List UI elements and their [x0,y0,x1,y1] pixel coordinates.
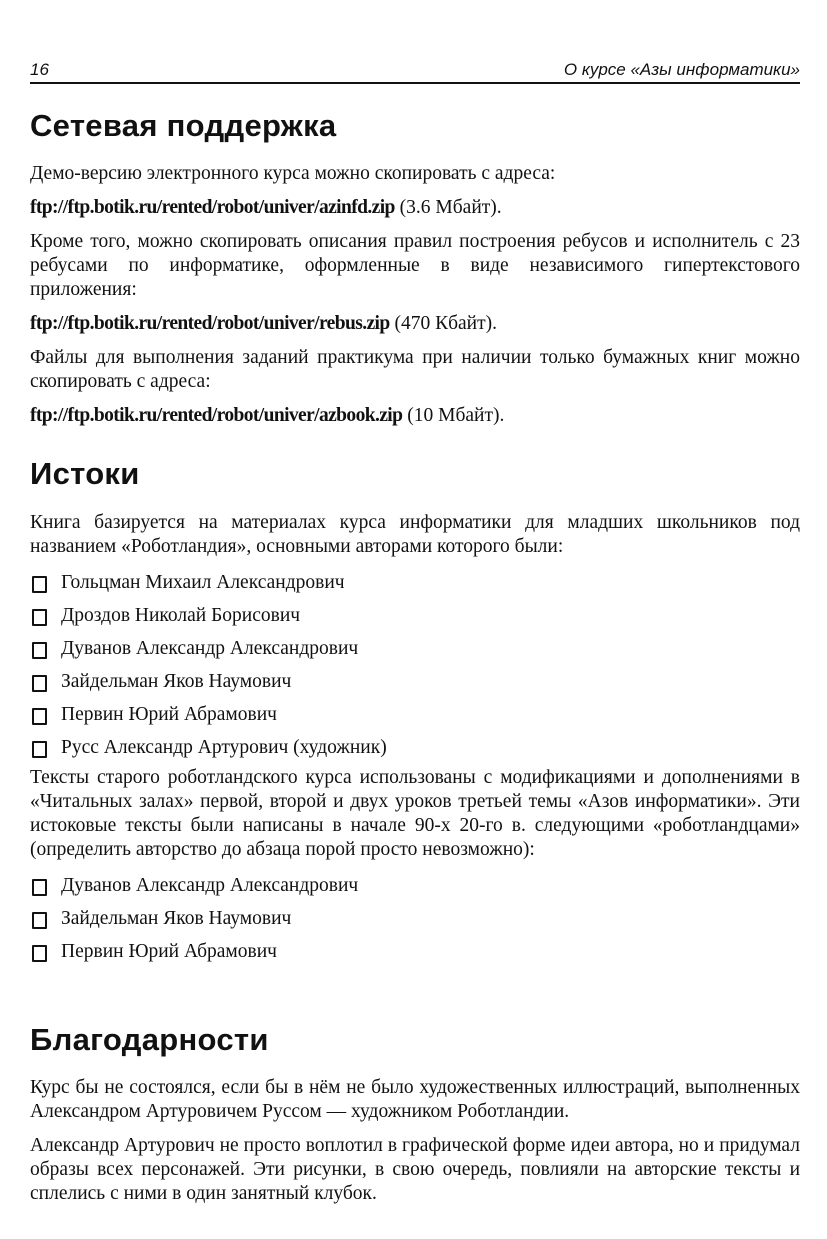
paragraph: Файлы для выполнения заданий практикума при наличии только бумажных книг можно скопировать с адреса: [30,347,800,392]
list-item [30,907,800,940]
checkbox-bullet-icon [32,945,47,962]
list-item [30,703,800,736]
ftp-link[interactable]: ftp://ftp.botik.ru/rented/robot/univer/azbook.zip [30,405,403,426]
paragraph: Демо-версию электронного курса можно скопировать с адреса: [30,163,556,184]
list-item-text: Зайдельман Яков Наумович [61,908,292,929]
checkbox-bullet-icon [32,708,47,725]
checkbox-bullet-icon [32,879,47,896]
running-title: О курсе «Азы информатики» [563,60,800,79]
authors-list [30,874,800,973]
list-item-text: Первин Юрий Абрамович [61,704,277,725]
list-item [30,874,800,907]
ftp-link[interactable]: ftp://ftp.botik.ru/rented/robot/univer/azinfd.zip [30,197,395,218]
list-item [30,736,800,766]
section-acknowledgements [30,1076,800,1216]
page-number: 16 [30,60,49,79]
checkbox-bullet-icon [32,912,47,929]
list-item [30,940,800,973]
file-size: (470 Кбайт). [389,313,498,334]
list-item-text: Первин Юрий Абрамович [61,941,277,962]
section-network-support [30,162,800,438]
heading-sources: Истоки [30,456,140,491]
list-item-text: Гольцман Михаил Александрович [61,572,345,593]
list-item [30,571,800,604]
download-line [30,312,800,336]
checkbox-bullet-icon [32,576,47,593]
list-item-text: Дуванов Александр Александрович [61,875,359,896]
list-item-text: Зайдельман Яков Наумович [61,671,292,692]
running-header [30,58,800,84]
checkbox-bullet-icon [32,741,47,758]
ftp-link[interactable]: ftp://ftp.botik.ru/rented/robot/univer/rebus.zip [30,313,390,334]
list-item-text: Дуванов Александр Александрович [61,638,359,659]
download-line [30,404,800,428]
file-size: (3.6 Мбайт). [394,197,502,218]
authors-list [30,571,800,766]
checkbox-bullet-icon [32,642,47,659]
section-sources [30,511,800,973]
checkbox-bullet-icon [32,609,47,626]
list-item [30,670,800,703]
heading-acknowledgements: Благодарности [30,1022,269,1057]
paragraph: Тексты старого роботландского курса использованы с модификациями и дополнениями в «Читальных залах» первой, второй и двух уроков третьей темы «Азов информатики». Эти истоковые тексты были написаны в начале 90-х 20-го в. следующими «роботландцами» (определить авторство до абзаца порой просто невозможно): [30,767,800,860]
list-item [30,604,800,637]
list-item [30,637,800,670]
paragraph: Александр Артурович не просто воплотил в графической форме идеи автора, но и придумал образы всех персонажей. Эти рисунки, в свою очередь, повлияли на авторские тексты и сплелись с ними в один занятный клубок. [30,1135,800,1204]
list-item-text: Дроздов Николай Борисович [61,605,301,626]
paragraph: Курс бы не состоялся, если бы в нём не было художественных иллюстраций, выполненных Александром Артуровичем Руссом — художником Роботландии. [30,1077,800,1122]
paragraph: Книга базируется на материалах курса информатики для младших школьников под названием «Роботландия», основными авторами которого были: [30,512,800,557]
file-size: (10 Мбайт). [402,405,505,426]
paragraph: Кроме того, можно скопировать описания правил построения ребусов и исполнитель с 23 ребусами по информатике, оформленные в виде независимого гипертекстового приложения: [30,231,800,300]
checkbox-bullet-icon [32,675,47,692]
list-item-text: Русс Александр Артурович (художник) [61,737,387,758]
heading-network-support: Сетевая поддержка [30,108,337,143]
download-line [30,196,800,220]
